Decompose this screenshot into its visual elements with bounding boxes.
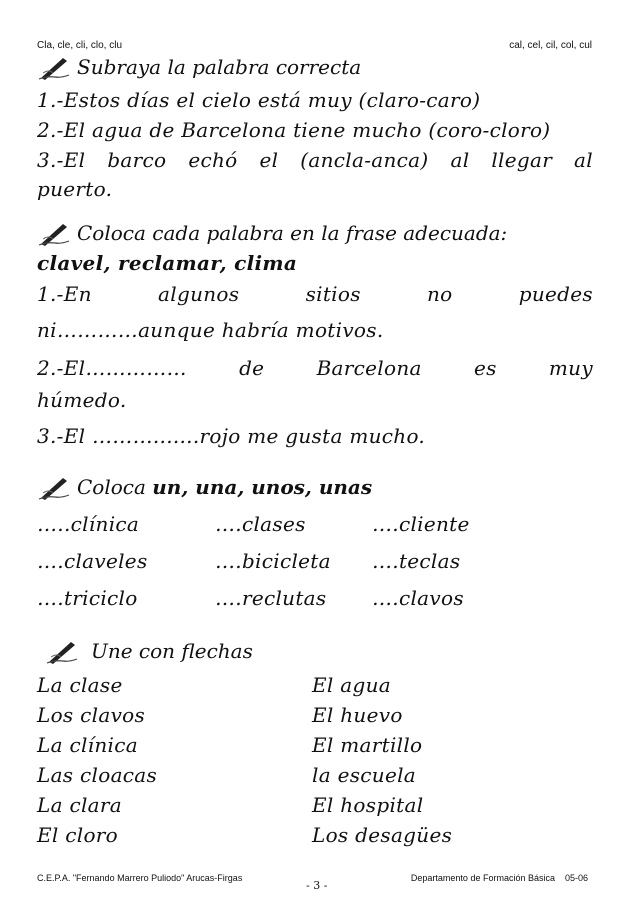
match-columns: [37, 670, 572, 850]
blank-item: ….reclutas: [215, 586, 327, 610]
blank-item: ….claveles: [37, 549, 148, 573]
match-right-item: El hospital: [312, 793, 424, 817]
s2-line-3: 3.-El ……….......rojo me gusta mucho.: [37, 424, 426, 448]
blank-item: ….clavos: [372, 586, 464, 610]
s3-row-1: [37, 512, 552, 536]
footer-right: Departamento de Formación Básica 05-06: [410, 873, 588, 883]
word: es: [473, 356, 497, 380]
pen-writing-icon: [37, 54, 71, 80]
s2-line-1-cont: ni…………aunque habría motivos.: [37, 318, 384, 342]
match-left-item: La clase: [37, 673, 123, 697]
match-right-item: El huevo: [312, 703, 403, 727]
word: llegar: [491, 148, 553, 172]
blank-item: ….cliente: [372, 512, 470, 536]
word: algunos: [158, 282, 240, 306]
s2-line-2-cont: húmedo.: [37, 388, 127, 412]
word: el: [259, 148, 279, 172]
instruction-4: [45, 638, 253, 664]
match-right-item: El martillo: [312, 733, 423, 757]
s3-row-3: [37, 586, 552, 610]
word: 2.-El……………: [37, 356, 187, 380]
instruction-3-words: un, una, unos, unas: [152, 475, 373, 499]
s2-line-2: [37, 356, 593, 380]
match-left-item: La clínica: [37, 733, 138, 757]
blank-item: ….teclas: [372, 549, 461, 573]
pen-writing-icon: [45, 638, 79, 664]
instruction-3-text: [77, 475, 372, 499]
pen-writing-icon: [37, 474, 71, 500]
page-number: - 3 -: [306, 879, 328, 892]
word: al: [450, 148, 470, 172]
match-left-item: Las cloacas: [37, 763, 158, 787]
instruction-3-prefix: Coloca: [77, 475, 153, 499]
word: 3.-El: [37, 148, 86, 172]
s1-line-2: 2.-El agua de Barcelona tiene mucho (coro-cloro): [37, 118, 551, 142]
word: 1.-En: [37, 282, 92, 306]
s1-line-1: 1.-Estos días el cielo está muy (claro-caro): [37, 88, 481, 112]
word: al: [574, 148, 593, 172]
word: echó: [188, 148, 238, 172]
match-left-item: El cloro: [37, 823, 118, 847]
word: barco: [107, 148, 167, 172]
word: Barcelona: [316, 356, 422, 380]
footer-left: C.E.P.A. "Fernando Marrero Puliodo" Arucas-Firgas: [37, 873, 243, 883]
blank-item: ….triciclo: [37, 586, 138, 610]
match-left-item: La clara: [37, 793, 122, 817]
instruction-1-text: Subraya la palabra correcta: [77, 55, 362, 79]
word: sitios: [305, 282, 361, 306]
header-left: Cla, cle, cli, clo, clu: [37, 40, 123, 51]
instruction-2: [37, 220, 507, 246]
s3-row-2: [37, 549, 552, 573]
s2-line-1: [37, 282, 593, 306]
instruction-2-text: Coloca cada palabra en la frase adecuada:: [77, 221, 508, 245]
word: no: [426, 282, 453, 306]
blank-item: ….clases: [215, 512, 306, 536]
header-right: cal, cel, cil, col, cul: [509, 40, 592, 51]
pen-writing-icon: [37, 220, 71, 246]
s1-line-3: [37, 148, 593, 172]
blank-item: ….bicicleta: [215, 549, 331, 573]
instruction-4-text: Une con flechas: [91, 639, 253, 663]
match-left-item: Los clavos: [37, 703, 146, 727]
blank-item: …..clínica: [37, 512, 140, 536]
match-right-item: Los desagües: [312, 823, 453, 847]
word: puedes: [518, 282, 593, 306]
word: (ancla-anca): [300, 148, 429, 172]
match-right-item: la escuela: [312, 763, 417, 787]
s1-line-3-cont: puerto.: [37, 177, 113, 201]
match-right-item: El agua: [312, 673, 391, 697]
instruction-1: [37, 54, 361, 80]
word: de: [239, 356, 265, 380]
word-bank: clavel, reclamar, clima: [37, 251, 298, 275]
word: muy: [548, 356, 593, 380]
instruction-3: [37, 474, 372, 500]
